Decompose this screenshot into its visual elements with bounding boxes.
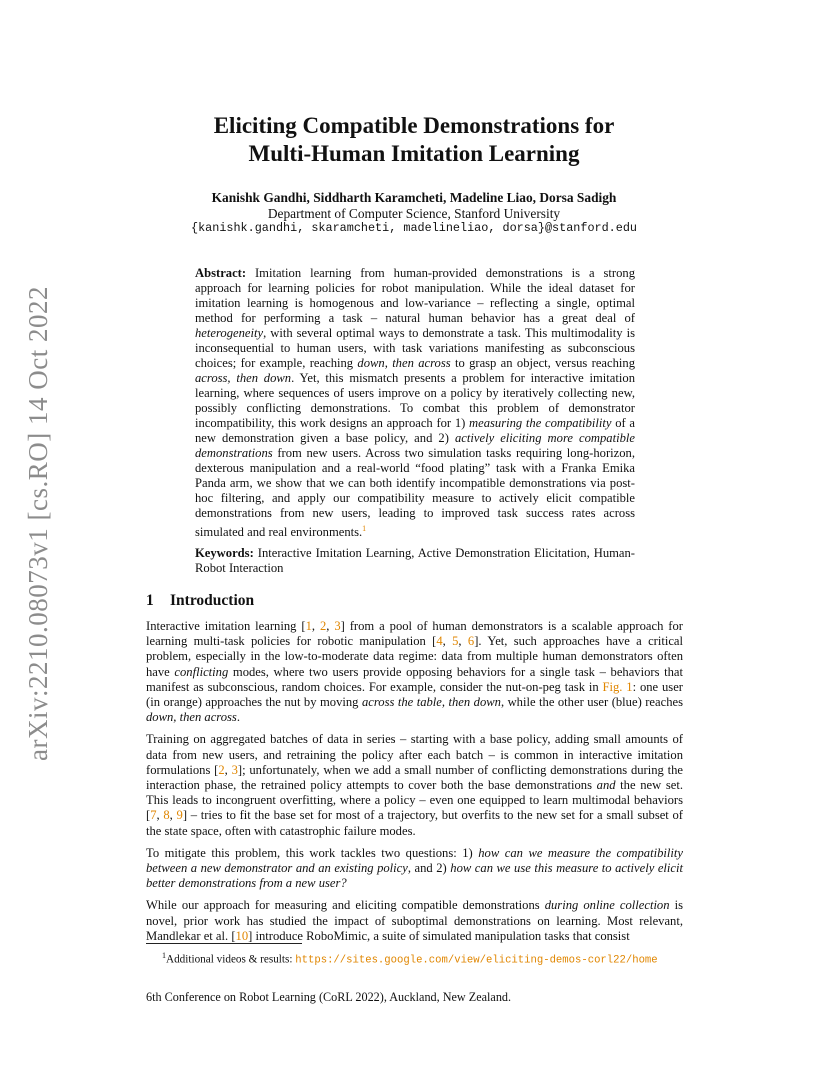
- author-names: Kanishk Gandhi, Siddharth Karamcheti, Madeline Liao, Dorsa Sadigh: [211, 190, 617, 205]
- paper-title: [146, 112, 682, 168]
- emphasis: conflicting: [174, 664, 229, 679]
- citation-link[interactable]: 3: [231, 762, 238, 777]
- text: .: [236, 710, 240, 725]
- text: the new set. This leads to incongruent overfitting, where a policy – even one equipped to learn multimodal behaviors [: [146, 778, 683, 823]
- abstract-text: . Yet, this mismatch presents a problem for interactive imitation learning, where sequences of users improve on a policy by iteratively collecting new, possibly conflicting demonstrations. To combat this problem of demonstrator incompatibility, this work designs an approach for 1): [195, 371, 635, 430]
- text: , while the other user (blue) reaches: [500, 695, 683, 710]
- paragraph: [146, 619, 683, 725]
- author-block: [146, 190, 682, 237]
- section-title: Introduction: [170, 592, 255, 609]
- text: ] from a pool of human demonstrators is a scalable approach for learning multi-task policies for robotic manipulation [: [146, 619, 683, 649]
- footnote: [162, 949, 658, 968]
- footnote-mark: 1: [162, 951, 166, 960]
- text: ] – tries to fit the base set for most of a trajectory, but overfits to the new set for a small subset of the state space, often with catastrophic failure modes.: [146, 808, 684, 838]
- citation-link[interactable]: 9: [176, 808, 183, 823]
- paragraph: [146, 898, 683, 944]
- abstract-text: of a new demonstration given a base policy, and 2): [195, 416, 635, 445]
- abstract-emphasis: across, then down: [195, 371, 292, 385]
- introduction-body: [146, 619, 683, 951]
- paragraph: [146, 732, 683, 838]
- abstract-label: Abstract:: [195, 266, 247, 280]
- abstract-emphasis: actively eliciting more compatible demonstrations: [195, 431, 635, 460]
- text: ,: [169, 808, 177, 823]
- abstract: [195, 266, 635, 540]
- citation-link[interactable]: 6: [467, 634, 475, 649]
- title-line-1: Eliciting Compatible Demonstrations for: [213, 113, 615, 138]
- emphasis: down, then across: [146, 710, 237, 725]
- affiliation: Department of Computer Science, Stanford University: [267, 205, 561, 221]
- arxiv-stamp: [20, 285, 56, 761]
- abstract-text: from new users. Across two simulation tasks requiring long-horizon, dexterous manipulation and a real-world “food plating” task with a Franka Emika Panda arm, we show that we can both identify incompatible demonstrations via post-hoc filtering, and apply our compatibility measure to actively elicit compatible demonstrations from new users, leading to improved task success rates across simulated and real environments.: [195, 446, 635, 540]
- text: ,: [224, 762, 232, 777]
- text: ]. Yet, such approaches have a critical problem, especially in the low-to-moderate data regime: data from multiple human demonstrators often have: [146, 634, 684, 679]
- citation-link[interactable]: 3: [334, 619, 341, 633]
- text: ,: [458, 634, 468, 649]
- text: ,: [311, 619, 320, 633]
- citation-link[interactable]: 8: [163, 808, 170, 823]
- citation-link[interactable]: 7: [150, 808, 157, 823]
- footnote-rule: [146, 943, 302, 944]
- emphasis: and: [596, 778, 616, 793]
- keywords: [195, 546, 635, 576]
- keywords-label: Keywords:: [195, 546, 254, 560]
- text: , and 2): [407, 861, 451, 876]
- title-line-2: Multi-Human Imitation Learning: [248, 141, 580, 166]
- text: ,: [326, 619, 335, 633]
- emphasis: how can we measure the compatibility between a new demonstrator and an existing policy: [146, 845, 683, 876]
- text: ]; unfortunately, when we add a small number of conflicting demonstrations during the interaction phase, the retrained policy attempts to cover both the base demonstrations: [146, 762, 684, 793]
- keywords-text: Interactive Imitation Learning, Active Demonstration Elicitation, Human-Robot Interaction: [195, 546, 635, 575]
- venue-footer: 6th Conference on Robot Learning (CoRL 2022), Auckland, New Zealand.: [146, 990, 512, 1004]
- text: : one user (in orange) approaches the nut by moving: [146, 679, 683, 710]
- figure-link[interactable]: Fig. 1: [602, 679, 633, 694]
- abstract-text: to grasp an object, versus reaching: [450, 356, 635, 370]
- text: Training on aggregated batches of data in series – starting with a base policy, adding small amounts of data from new users, and retraining the policy after each batch – is common in interactive imitation formulations [: [146, 732, 683, 777]
- abstract-text: , with several optimal ways to demonstrate a task. This multimodality is inconsequential to human users, with task variations manifesting as subconscious choices; for example, reaching: [195, 326, 635, 370]
- emphasis: during online collection: [544, 898, 670, 913]
- footnote-link[interactable]: 1: [362, 524, 367, 533]
- abstract-text: Imitation learning from human-provided demonstrations is a strong approach for learning policies for robot manipulation. While the ideal dataset for imitation learning is homogenous and low-variance – reflecting a single, optimal method for performing a task – natural human behavior has a great deal of: [195, 266, 635, 325]
- emphasis: how can we use this measure to actively elicit better demonstrations from a new user?: [146, 861, 683, 891]
- citation-link[interactable]: 10: [235, 928, 249, 943]
- footnote-text: Additional videos & results:: [166, 953, 296, 966]
- citation-link[interactable]: 2: [218, 762, 225, 777]
- text: While our approach for measuring and eliciting compatible demonstrations: [146, 898, 545, 913]
- text: is novel, prior work has studied the impact of suboptimal demonstrations on learning. Most relevant, Mandlekar et al. [: [146, 898, 683, 943]
- text: ,: [442, 634, 453, 649]
- author-emails: {kanishk.gandhi, skaramcheti, madelineliao, dorsa}@stanford.edu: [191, 221, 637, 235]
- section-number: 1: [146, 592, 154, 609]
- footnote-url-link[interactable]: https://sites.google.com/view/eliciting-demos-corl22/home: [295, 954, 658, 967]
- abstract-emphasis: down, then across: [357, 356, 451, 370]
- text: To mitigate this problem, this work tackles two questions: 1): [146, 845, 479, 860]
- section-heading: [146, 592, 254, 610]
- citation-link[interactable]: 4: [436, 634, 443, 649]
- citation-link[interactable]: 5: [452, 634, 459, 649]
- citation-link[interactable]: 2: [319, 619, 327, 633]
- abstract-emphasis: heterogeneity: [195, 326, 264, 340]
- abstract-emphasis: measuring the compatibility: [469, 416, 612, 430]
- citation-link[interactable]: 1: [305, 619, 312, 633]
- emphasis: across the table, then down: [361, 695, 501, 710]
- text: ,: [156, 808, 164, 823]
- text: modes, where two users provide opposing behaviors for a single task – behaviors that manifest as subconscious, random choices. For example, consider the nut-on-peg task in: [146, 664, 684, 694]
- paragraph: [146, 846, 683, 892]
- arxiv-identifier: arXiv:2210.08073v1 [cs.RO] 14 Oct 2022: [22, 285, 53, 761]
- text: Interactive imitation learning [: [146, 619, 306, 633]
- text: ] introduce RoboMimic, a suite of simulated manipulation tasks that consist: [248, 928, 630, 943]
